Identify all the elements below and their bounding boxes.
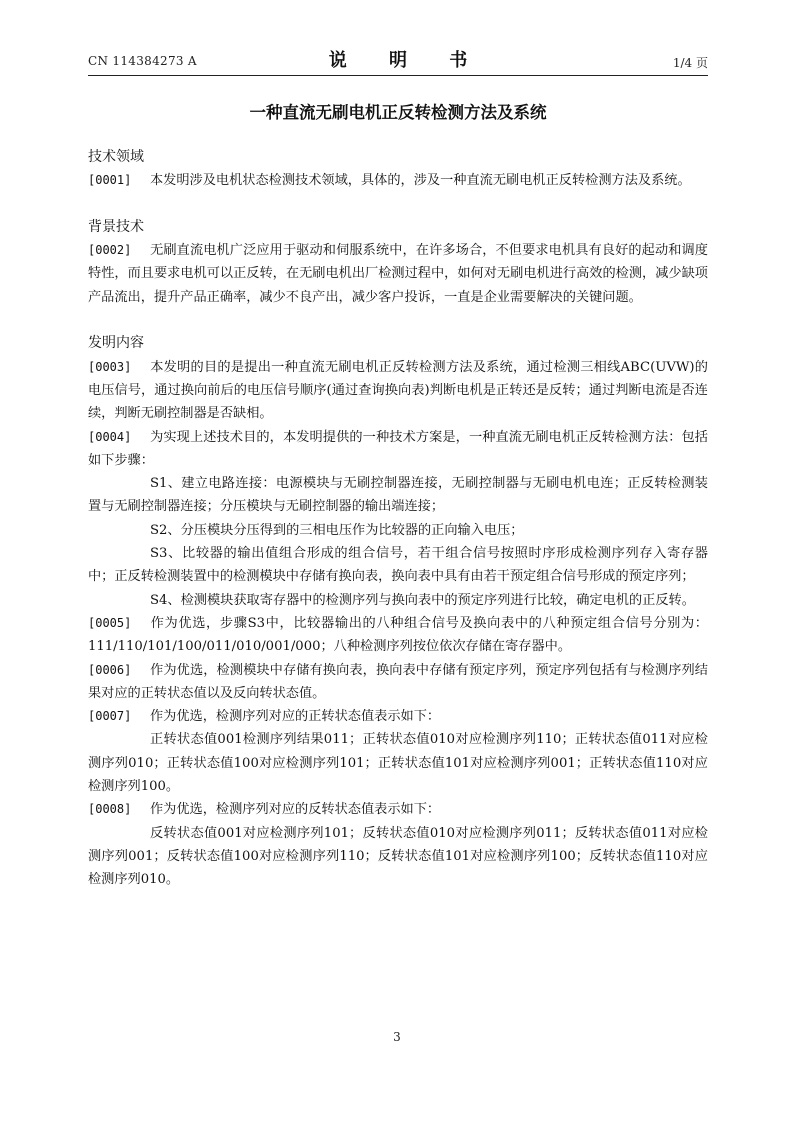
paragraph-text: 作为优选，检测序列对应的反转状态值表示如下： bbox=[150, 802, 441, 818]
forward-state-values: 正转状态值001检测序列结果011；正转状态值010对应检测序列110；正转状态值011对应检测序列010；正转状态值100对应检测序列101；正转状态值101对应检测序列001；正转状态值110对应检测序列100。 bbox=[88, 732, 708, 795]
paragraph-number: [0006] bbox=[88, 662, 132, 677]
paragraph-number: [0005] bbox=[88, 615, 132, 630]
paragraph-0002 bbox=[88, 239, 708, 309]
paragraph-number: [0008] bbox=[88, 802, 132, 817]
paragraph-text: 无刷直流电机广泛应用于驱动和伺服系统中，在许多场合，不但要求电机具有良好的起动和调度特性，而且要求电机可以正反转，在无刷电机出厂检测过程中，如何对无刷电机进行高效的检测，减少缺项产品流出，提升产品正确率，减少不良产出，减少客户投诉，一直是企业需要解决的关键问题。 bbox=[88, 243, 708, 305]
paragraph-0003 bbox=[88, 356, 708, 426]
paragraph-number: [0004] bbox=[88, 429, 132, 444]
paragraph-0006 bbox=[88, 659, 708, 706]
section-heading-field: 技术领域 bbox=[88, 149, 144, 165]
paragraph-0001 bbox=[88, 169, 708, 192]
publication-number: CN 114384273 A bbox=[88, 54, 197, 68]
step-s4: S4、检测模块获取寄存器中的检测序列与换向表中的预定序列进行比较，确定电机的正反转。 bbox=[150, 592, 695, 608]
reverse-state-values: 反转状态值001对应检测序列101；反转状态值010对应检测序列011；反转状态值011对应检测序列001；反转状态值100对应检测序列110；反转状态值101对应检测序列100；反转状态值110对应检测序列010。 bbox=[88, 825, 708, 888]
paragraph-number: [0007] bbox=[88, 709, 132, 724]
step-s1: S1、建立电路连接：电源模块与无刷控制器连接，无刷控制器与无刷电机电连；正反转检测装置与无刷控制器连接；分压模块与无刷控制器的输出端连接； bbox=[88, 476, 708, 515]
paragraph-text: 本发明涉及电机状态检测技术领域，具体的，涉及一种直流无刷电机正反转检测方法及系统。 bbox=[150, 173, 691, 189]
paragraph-0005 bbox=[88, 612, 708, 659]
paragraph-text: 作为优选，检测序列对应的正转状态值表示如下： bbox=[150, 709, 441, 725]
paragraph-text: 为实现上述技术目的，本发明提供的一种技术方案是，一种直流无刷电机正反转检测方法：包括如下步骤： bbox=[88, 429, 708, 468]
paragraph-number: [0002] bbox=[88, 243, 132, 258]
section-heading-summary: 发明内容 bbox=[88, 335, 144, 352]
section-heading-background: 背景技术 bbox=[88, 218, 144, 235]
document-title: 一种直流无刷电机正反转检测方法及系统 bbox=[249, 103, 547, 122]
header-divider bbox=[88, 75, 708, 76]
page-header bbox=[88, 46, 708, 74]
paragraph-0008 bbox=[88, 798, 708, 821]
page-info: 1/4 页 bbox=[672, 56, 708, 70]
paragraph-text: 本发明的目的是提出一种直流无刷电机正反转检测方法及系统，通过检测三相线ABC(UVW)的电压信号，通过换向前后的电压信号顺序(通过查询换向表)判断电机是正转还是反转；通过判断电流是否连续，判断无刷控制器是否缺相。 bbox=[88, 359, 708, 422]
paragraph-text: 作为优选，步骤S3中，比较器输出的八种组合信号及换向表中的八种预定组合信号分别为：111/110/101/100/011/010/001/000；八种检测序列按位依次存储在寄存器中。 bbox=[88, 615, 708, 655]
document-type: 说 明 书 bbox=[328, 50, 486, 71]
paragraph-0007 bbox=[88, 705, 708, 728]
paragraph-number: [0003] bbox=[88, 359, 132, 374]
step-s2: S2、分压模块分压得到的三相电压作为比较器的正向输入电压； bbox=[150, 522, 524, 538]
paragraph-text: 作为优选，检测模块中存储有换向表，换向表中存储有预定序列，预定序列包括有与检测序列结果对应的正转状态值以及反向转状态值。 bbox=[88, 662, 708, 701]
paragraph-0004 bbox=[88, 426, 708, 473]
paragraph-number: [0001] bbox=[88, 173, 132, 188]
page-number: 3 bbox=[393, 1030, 401, 1044]
step-s3: S3、比较器的输出值组合形成的组合信号，若干组合信号按照时序形成检测序列存入寄存器中；正反转检测装置中的检测模块中存储有换向表，换向表中具有由若干预定组合信号形成的预定序列； bbox=[88, 546, 708, 585]
document-body bbox=[88, 146, 708, 892]
